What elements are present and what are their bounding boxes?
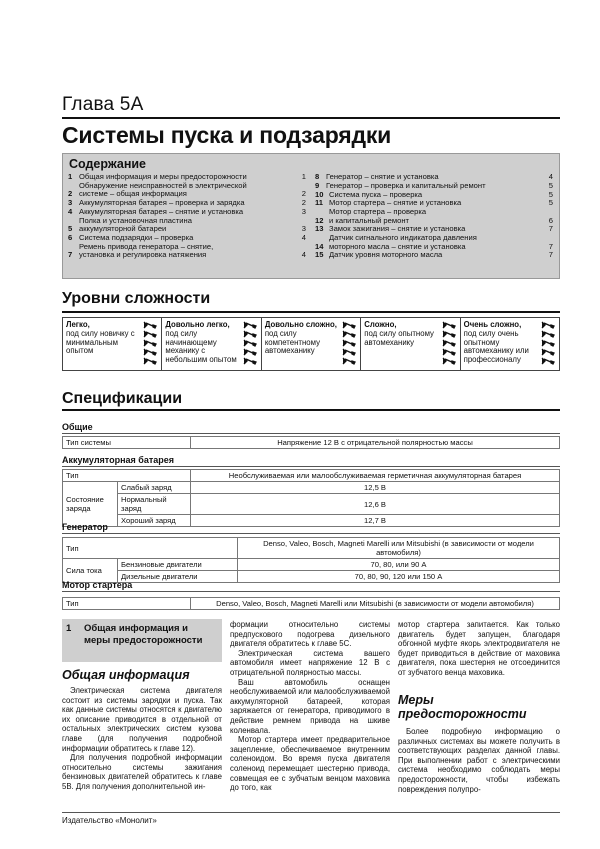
difficulty-wrenches [442, 321, 458, 367]
paragraph: Мотор стартера имеет предварительное зацепление, обеспечиваемое внутренним соленоидом. Во время пуска двигателя соленоид перемещает шестерню привода, совмещая ее с зубчатым венцом маховика до того, как [230, 735, 390, 793]
spec-battery-rule [62, 466, 560, 467]
paragraph: Для получения подробной информации относительно системы зажигания бензиновых двигателей обратитесь к главе 5В. Для получения дополнительной ин- [62, 753, 222, 791]
section-box [62, 619, 222, 662]
contents-item-number: 8 [315, 172, 320, 181]
difficulty-level-name: Легко, [66, 320, 90, 329]
contents-right-column [315, 173, 553, 260]
spec-generator-rule [62, 533, 560, 534]
wrench-icon [143, 357, 157, 365]
contents-item [315, 173, 553, 181]
contents-item-text: Генератор – снятие и установка [326, 173, 439, 181]
contents-item-page: 2 [301, 198, 306, 207]
contents-item [68, 173, 306, 181]
levels-heading: Уровни сложности [62, 290, 211, 307]
spec-starter-rule [62, 591, 560, 592]
section-number: 1 [66, 623, 72, 634]
levels-rule [62, 311, 560, 313]
spec-general-table [62, 436, 560, 449]
wrench-icon [342, 339, 356, 347]
spec-cell: 12,7 В [191, 515, 560, 527]
spec-cell: Состояние заряда [63, 482, 118, 527]
col3-text-a [398, 620, 560, 678]
contents-item [315, 191, 553, 199]
spec-cell: Denso, Valeo, Bosch, Magneti Marelli или Mitsubishi (в зависимости от модели автомобиля) [191, 598, 560, 610]
wrench-icon [541, 339, 555, 347]
contents-item-number: 15 [315, 250, 324, 260]
contents-item-page: 2 [301, 189, 306, 199]
contents-item [315, 234, 553, 251]
contents-left-column [68, 173, 306, 260]
wrench-icon [243, 330, 257, 338]
difficulty-wrenches [243, 321, 259, 367]
wrench-icon [243, 339, 257, 347]
title-rule [62, 117, 560, 119]
spec-cell: 12,6 В [191, 494, 560, 515]
contents-item-page: 4 [548, 172, 553, 181]
difficulty-level [63, 318, 162, 370]
section-title: Общая информация и меры предосторожности [84, 623, 203, 646]
spec-cell: Denso, Valeo, Bosch, Magneti Marelli или Mitsubishi (в зависимости от модели автомобиля) [238, 538, 560, 559]
col1-heading: Общая информация [62, 668, 190, 682]
spec-battery-heading: Аккумуляторная батарея [62, 455, 174, 465]
paragraph: формации относительно системы предпускового подогрева дизельного двигателя обратитесь к главе 5С. [230, 620, 390, 649]
spec-generator-heading: Генератор [62, 522, 108, 532]
spec-cell: Тип системы [63, 437, 191, 449]
contents-item-text: Мотор стартера – проверка и капитальный ремонт [329, 208, 427, 225]
contents-item-number: 2 [68, 189, 73, 199]
specs-heading: Спецификации [62, 390, 183, 407]
difficulty-wrenches [143, 321, 159, 367]
contents-item-number: 13 [315, 224, 324, 234]
wrench-icon [342, 348, 356, 356]
col3-heading: Меры предосторожности [398, 693, 527, 721]
contents-item [68, 243, 306, 260]
spec-general-rule [62, 433, 560, 434]
contents-item-page: 7 [548, 224, 553, 234]
difficulty-level-name: Довольно легко, [165, 320, 230, 329]
contents-item-number: 10 [315, 189, 324, 199]
contents-item-page: 4 [301, 250, 306, 259]
contents-item-page: 3 [301, 206, 306, 216]
contents-item-number: 12 [315, 215, 324, 225]
spec-cell: Напряжение 12 В с отрицательной полярностью массы [191, 437, 560, 449]
difficulty-level-name: Довольно сложно, [264, 320, 337, 329]
wrench-icon [442, 357, 456, 365]
contents-item-number: 9 [315, 180, 320, 190]
contents-item-page: 5 [548, 180, 553, 190]
contents-item-number: 1 [68, 172, 73, 181]
spec-cell: Бензиновые двигатели [118, 559, 238, 571]
difficulty-level-description: под силу начинающему механику с небольшим опытом [165, 328, 237, 365]
spec-battery-table [62, 469, 560, 527]
contents-box [62, 153, 560, 279]
spec-cell: Тип [63, 538, 238, 559]
chapter-label: Глава 5А [62, 94, 144, 115]
difficulty-level-description: под силу новичку с минимальным опытом [66, 328, 135, 356]
contents-item-page: 5 [548, 189, 553, 199]
spec-cell: Необслуживаемая или малообслуживаемая герметичная аккумуляторная батарея [191, 470, 560, 482]
contents-item [315, 225, 553, 233]
difficulty-level-text [165, 321, 239, 365]
difficulty-level-text [364, 321, 438, 347]
contents-item-text: Датчик сигнального индикатора давления моторного масла – снятие и установка [329, 234, 477, 251]
col1-text [62, 686, 222, 792]
wrench-icon [342, 321, 356, 329]
contents-item-number: 5 [68, 224, 73, 233]
wrench-icon [442, 339, 456, 347]
wrench-icon [541, 321, 555, 329]
contents-item-page: 7 [548, 241, 553, 251]
contents-item-text: Мотор стартера – снятие и установка [329, 199, 462, 208]
contents-item [315, 251, 553, 259]
footer-rule [62, 812, 560, 813]
contents-item-text: Датчик уровня моторного масла [329, 251, 443, 260]
contents-item [68, 182, 306, 199]
contents-item-number: 6 [68, 232, 73, 242]
difficulty-level [162, 318, 261, 370]
difficulty-wrenches [541, 321, 557, 367]
contents-item-number: 7 [68, 250, 73, 259]
difficulty-level-text [66, 321, 140, 356]
contents-item-page: 6 [548, 215, 553, 225]
contents-item [315, 208, 553, 225]
difficulty-level [461, 318, 559, 370]
page-title: Системы пуска и подзарядки [62, 122, 392, 148]
contents-item-page: 3 [301, 224, 306, 233]
difficulty-level [361, 318, 460, 370]
contents-item-text: Аккумуляторная батарея – проверка и зарядка [79, 199, 245, 207]
wrench-icon [143, 348, 157, 356]
spec-cell: Хороший заряд [118, 515, 191, 527]
contents-item [68, 234, 306, 242]
contents-heading: Содержание [69, 157, 147, 171]
contents-item-text: Аккумуляторная батарея – снятие и установка [79, 207, 244, 216]
spec-starter-table [62, 597, 560, 610]
wrench-icon [243, 321, 257, 329]
wrench-icon [541, 348, 555, 356]
difficulty-level-text [265, 321, 339, 356]
difficulty-level-name: Сложно, [364, 320, 397, 329]
levels-table [62, 317, 560, 371]
wrench-icon [243, 357, 257, 365]
contents-item-text: Общая информация и меры предосторожности [79, 173, 247, 181]
spec-cell: Сила тока [63, 559, 118, 583]
contents-item-text: Ремень привода генератора – снятие, установка и регулировка натяжения [79, 242, 214, 259]
contents-item-number: 3 [68, 198, 73, 207]
specs-rule [62, 409, 560, 411]
contents-item [315, 199, 553, 207]
difficulty-level-description: под силу опытному автомеханику [364, 328, 434, 347]
contents-item-page: 4 [301, 232, 306, 242]
spec-cell: Тип [63, 470, 191, 482]
contents-item-number: 14 [315, 241, 324, 251]
spec-general-heading: Общие [62, 422, 93, 432]
paragraph: Ваш автомобиль оснащен необслуживаемой или малообслуживаемой аккумуляторной батареей, которая заряжается от генератора, приводимого в действие ремнем привода на шкиве коленвала. [230, 677, 390, 735]
contents-item-text: Замок зажигания – снятие и установка [329, 225, 466, 234]
spec-cell: Слабый заряд [118, 482, 191, 494]
difficulty-level-text [464, 321, 538, 365]
paragraph: Электрическая система вашего автомобиля имеет напряжение 12 В с отрицательной полярностью массы. [230, 648, 390, 677]
wrench-icon [541, 330, 555, 338]
wrench-icon [442, 348, 456, 356]
footer-publisher: Издательство «Монолит» [62, 816, 157, 825]
contents-item [68, 199, 306, 207]
spec-cell: Дизельные двигатели [118, 571, 238, 583]
paragraph: Более подробную информацию о различных системах вы можете получить в соответствующих разделах данной главы. При выполнении работ с электрическими система необходимо соблюдать меры предосторожности, чтобы избежать повреждения полупро- [398, 727, 560, 794]
spec-cell: Тип [63, 598, 191, 610]
wrench-icon [243, 348, 257, 356]
paragraph: мотор стартера запитается. Как только двигатель будет запущен, благодаря обгонной муфте якорь электродвигателя не будет приводиться в действие от маховика двигателя, пока шестерня не отсоединится от зубчатого венца маховика. [398, 620, 560, 677]
contents-item-page: 7 [548, 250, 553, 260]
contents-item [68, 208, 306, 216]
contents-item-text: Система пуска – проверка [329, 190, 423, 199]
contents-item-text: Обнаружение неисправностей в электрической системе – общая информация [79, 181, 247, 199]
difficulty-level-description: под силу очень опытному автомеханику или профессионалу [463, 328, 529, 365]
contents-item [68, 217, 306, 234]
difficulty-level-description: под силу компетентному автомеханику [264, 328, 320, 356]
contents-item-page: 5 [548, 198, 553, 208]
spec-generator-table [62, 537, 560, 583]
difficulty-wrenches [342, 321, 358, 367]
paragraph: Электрическая система двигателя состоит из системы зарядки и пуска. Так как данные системы относятся к двигателю их описание приводится в отдельной от остальных электрических систем кузова главе (для получения подробной информации обратитесь к главе 12). [62, 686, 222, 753]
contents-item-number: 4 [68, 206, 73, 216]
wrench-icon [442, 321, 456, 329]
spec-starter-heading: Мотор стартера [62, 580, 133, 590]
col2-text [230, 620, 390, 793]
spec-cell: Нормальный заряд [118, 494, 191, 515]
col3-text-b [398, 727, 560, 794]
contents-item [315, 182, 553, 190]
wrench-icon [143, 339, 157, 347]
wrench-icon [442, 330, 456, 338]
wrench-icon [143, 321, 157, 329]
difficulty-level-name: Очень сложно, [463, 320, 522, 329]
spec-cell: 12,5 В [191, 482, 560, 494]
wrench-icon [541, 357, 555, 365]
spec-cell: 70, 80, 90, 120 или 150 А [238, 571, 560, 583]
contents-item-text: Генератор – проверка и капитальный ремонт [326, 181, 486, 190]
difficulty-level [262, 318, 361, 370]
wrench-icon [342, 330, 356, 338]
wrench-icon [342, 357, 356, 365]
contents-item-page: 1 [301, 172, 306, 181]
contents-item-text: Полка и установочная пластина аккумуляторной батареи [79, 216, 192, 233]
spec-cell: 70, 80, или 90 А [238, 559, 560, 571]
contents-item-number: 11 [315, 198, 324, 208]
contents-item-text: Система подзарядки – проверка [79, 233, 194, 242]
wrench-icon [143, 330, 157, 338]
